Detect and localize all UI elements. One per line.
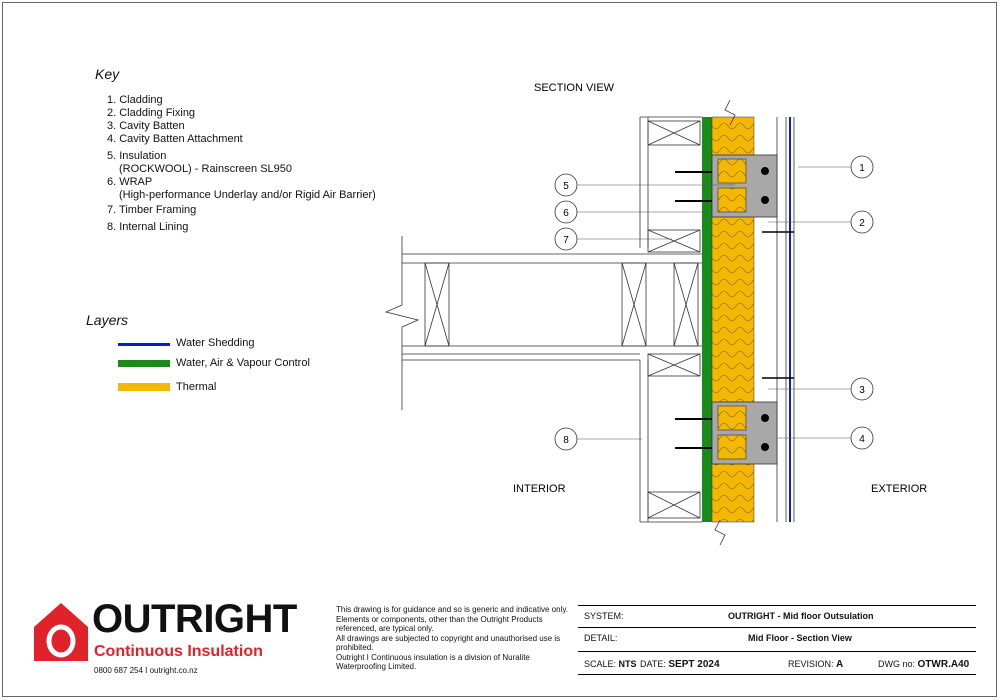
wrap-layer <box>702 117 712 522</box>
callout-number: 4 <box>859 434 865 445</box>
timber-framing-lower <box>640 354 702 522</box>
cavity-batten-lower <box>675 402 777 464</box>
callout-number: 5 <box>563 181 569 192</box>
title-block-rule <box>578 674 976 675</box>
disclaimer-line: Elements or components, other than the Outright Products referenced, are typical only. <box>336 614 543 633</box>
disclaimer <box>336 605 576 672</box>
callout-2 <box>851 211 873 233</box>
key-item: 2. Cladding Fixing <box>107 107 196 119</box>
date-value: SEPT 2024 <box>668 659 720 670</box>
brand-contact: 0800 687 254 I outright.co.nz <box>94 666 198 675</box>
callout-number: 1 <box>859 163 865 174</box>
disclaimer-line: All drawings are subjected to copyright and unauthorised use is prohibited. <box>336 633 561 652</box>
cavity-batten-upper <box>675 155 777 217</box>
title-block-rule <box>578 627 976 628</box>
callout-number: 6 <box>563 208 569 219</box>
system-value: OUTRIGHT - Mid floor Outsulation <box>728 611 874 621</box>
layer-label: Water Shedding <box>176 337 255 349</box>
title-block-rule <box>578 605 976 606</box>
scale-field <box>584 659 637 669</box>
key-item: 6. WRAP <box>107 176 153 188</box>
exterior-label: EXTERIOR <box>871 483 928 495</box>
title-block-rule <box>578 651 976 652</box>
scale-label: SCALE: <box>584 659 617 669</box>
disclaimer-line: This drawing is for guidance and so is generic and indicative only. <box>336 605 568 614</box>
layer-label: Thermal <box>176 381 217 393</box>
date-label: DATE: <box>640 659 666 669</box>
dwg-value: OTWR.A40 <box>917 659 970 670</box>
revision-value: A <box>836 659 844 670</box>
key-item: 8. Internal Lining <box>107 221 189 233</box>
dwg-field <box>878 659 969 670</box>
floor-joist <box>386 236 702 410</box>
callout-number: 7 <box>563 235 569 246</box>
key-item-detail: (ROCKWOOL) - Rainscreen SL950 <box>119 163 292 175</box>
callout-3 <box>851 378 873 400</box>
callout-1 <box>851 156 873 178</box>
callout-7 <box>555 228 577 250</box>
key-item-detail: (High-performance Underlay and/or Rigid Air Barrier) <box>119 189 376 201</box>
break-line-bottom <box>715 520 725 545</box>
key-title: Key <box>95 66 120 82</box>
brand-name: OUTRIGHT <box>92 597 297 641</box>
title-block <box>578 605 976 675</box>
section-view-label: SECTION VIEW <box>534 82 615 94</box>
callout-number: 2 <box>859 218 865 229</box>
house-logo-icon <box>32 601 90 663</box>
cladding-layer <box>786 117 794 522</box>
key-item: 5. Insulation <box>107 150 167 162</box>
system-label: SYSTEM: <box>584 611 624 621</box>
key-item: 7. Timber Framing <box>107 204 197 216</box>
timber-framing-upper <box>640 117 702 252</box>
revision-field <box>788 659 843 670</box>
outright-logo <box>20 597 320 675</box>
callout-number: 8 <box>563 435 569 446</box>
layers-title: Layers <box>86 312 129 328</box>
revision-label: REVISION: <box>788 659 834 669</box>
callout-5 <box>555 174 577 196</box>
dwg-label: DWG no: <box>878 659 916 669</box>
callout-6 <box>555 201 577 223</box>
detail-value: Mid Floor - Section View <box>748 633 852 643</box>
callout-4 <box>851 427 873 449</box>
key-item: 3. Cavity Batten <box>107 120 185 132</box>
key-item: 1. Cladding <box>107 94 163 106</box>
callout-number: 3 <box>859 385 865 396</box>
brand-tagline: Continuous Insulation <box>94 643 263 660</box>
detail-label: DETAIL: <box>584 633 618 643</box>
callout-8 <box>555 428 577 450</box>
date-field <box>640 659 720 670</box>
disclaimer-line: Outright I Continuous insulation is a division of Nuralite Waterproofing Limited. <box>336 652 530 671</box>
scale-value: NTS <box>618 659 637 669</box>
interior-label: INTERIOR <box>513 483 566 495</box>
key-item: 4. Cavity Batten Attachment <box>107 133 243 145</box>
layer-label: Water, Air & Vapour Control <box>176 357 310 369</box>
